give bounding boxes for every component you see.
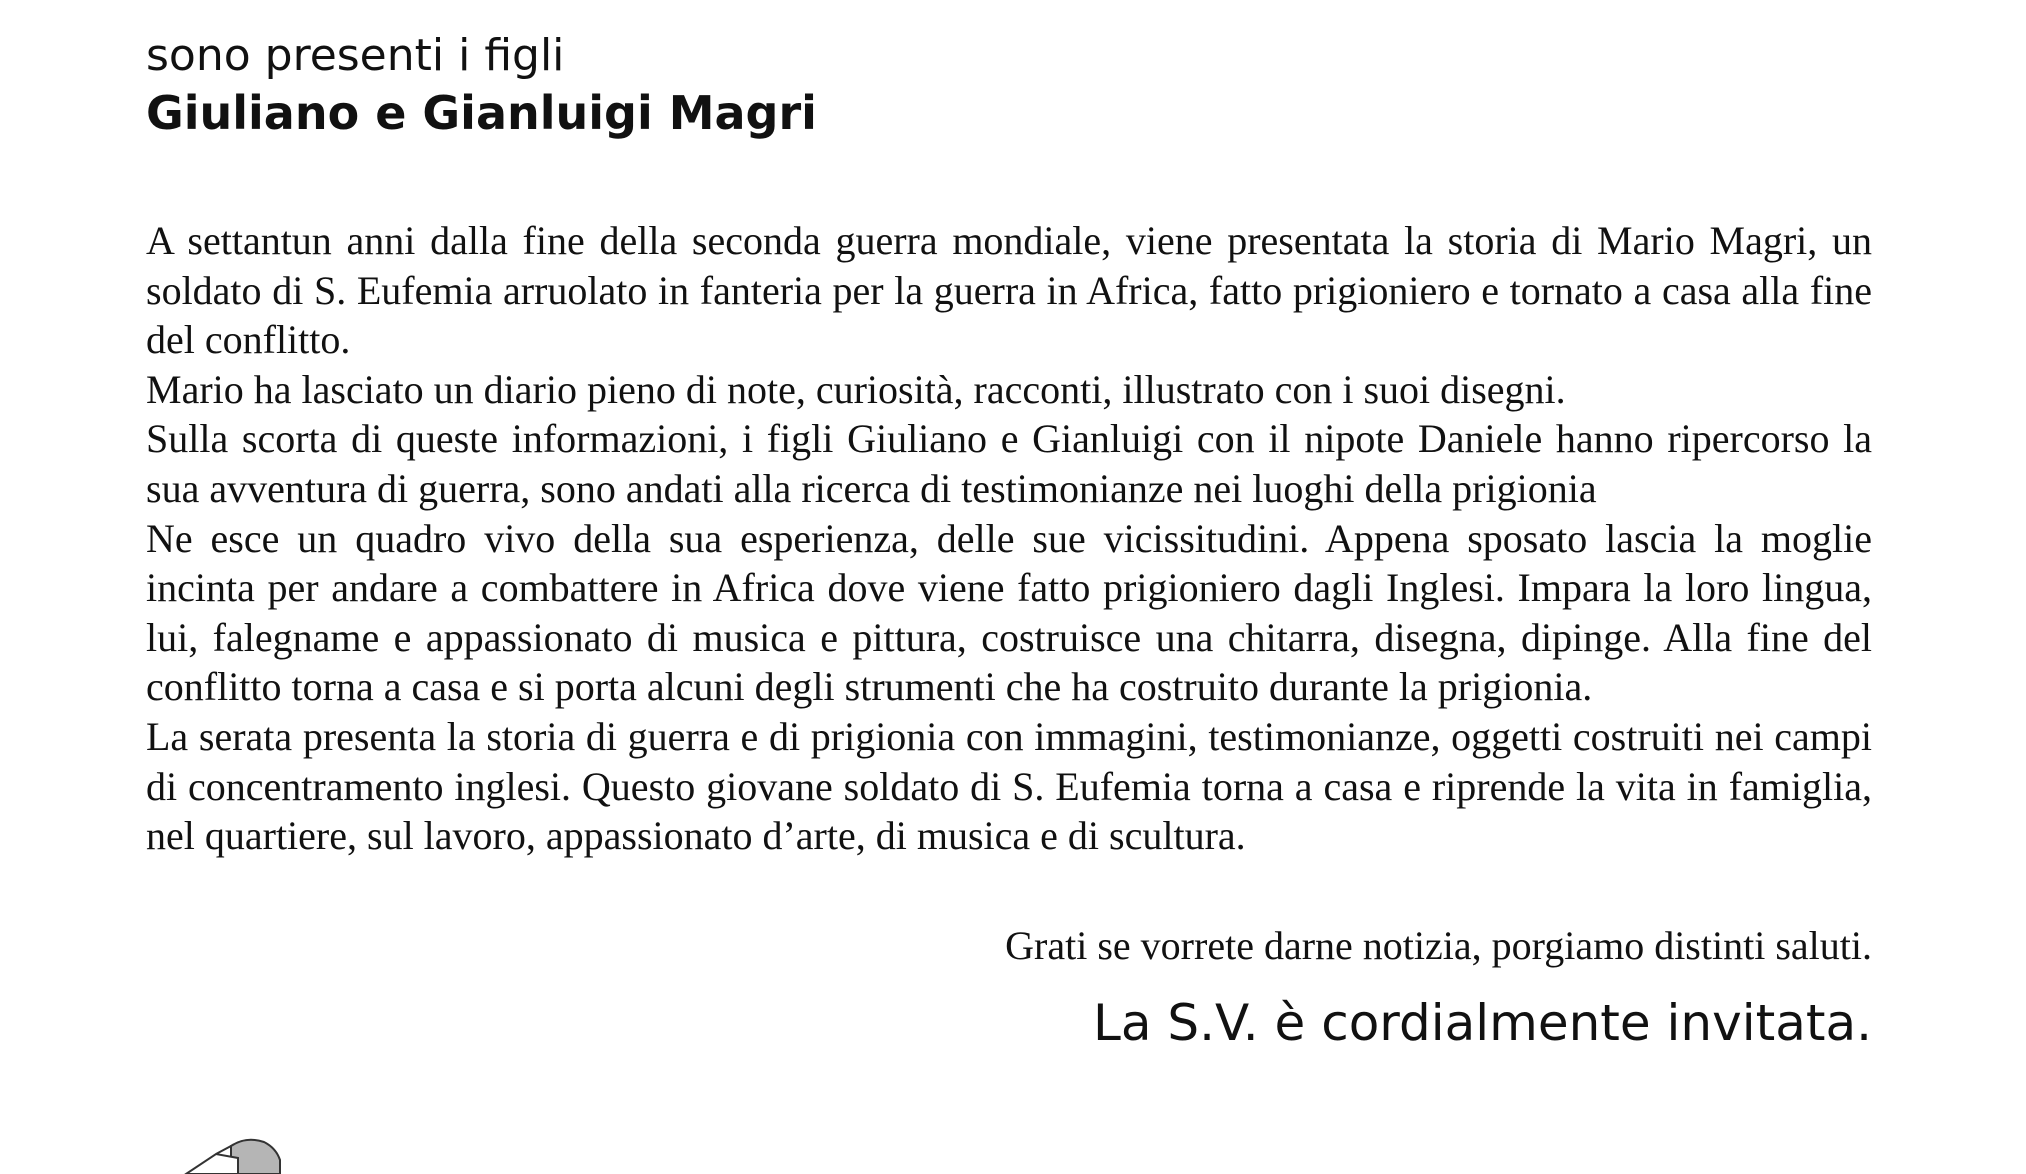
body-paragraph: La serata presenta la storia di guerra e di prigionia con immagini, testimonianze, oggetti costruiti nei campi di concentramento inglesi. Questo giovane soldato di S. Eufemia torna a casa e riprende la vita in famiglia, nel quartiere, sul lavoro, appassionato d’arte, di musica e di scultura.	[146, 713, 1872, 859]
presenters-names: Giuliano e Gianluigi Magri	[146, 86, 817, 140]
document-page	[146, 28, 1872, 1055]
body-paragraph: A settantun anni dalla fine della seconda guerra mondiale, viene presentata la storia di Mario Magri, un soldato di S. Eufemia arruolato in fanteria per la guerra in Africa, fatto prigioniero e tornato a casa alla fine del conflitto.	[146, 218, 1872, 363]
body-paragraph: Mario ha lasciato un diario pieno di note, curiosità, racconti, illustrato con i suoi disegni.	[146, 366, 1566, 412]
logo-partial-icon	[176, 1134, 286, 1174]
closing-line: Grati se vorrete darne notizia, porgiamo distinti saluti.	[1005, 922, 1872, 968]
invitation-line: La S.V. è cordialmente invitata.	[1092, 993, 1872, 1052]
body-paragraph: Ne esce un quadro vivo della sua esperienza, delle sue vicissitudini. Appena sposato lascia la moglie incinta per andare a combattere in Africa dove viene fatto prigioniero dagli Inglesi. Impara la loro lingua, lui, falegname e appassionato di musica e pittura, costruisce una chitarra, disegna, dipinge. Alla fine del conflitto torna a casa e si porta alcuni degli strumenti che ha costruito durante la prigionia.	[146, 515, 1872, 710]
body-text	[146, 216, 1872, 861]
body-paragraph: Sulla scorta di queste informazioni, i figli Giuliano e Gianluigi con il nipote Daniele hanno ripercorso la sua avventura di guerra, sono andati alla ricerca di testimonianze nei luoghi della prigionia	[146, 416, 1872, 511]
intro-line: sono presenti i figli	[146, 30, 565, 81]
